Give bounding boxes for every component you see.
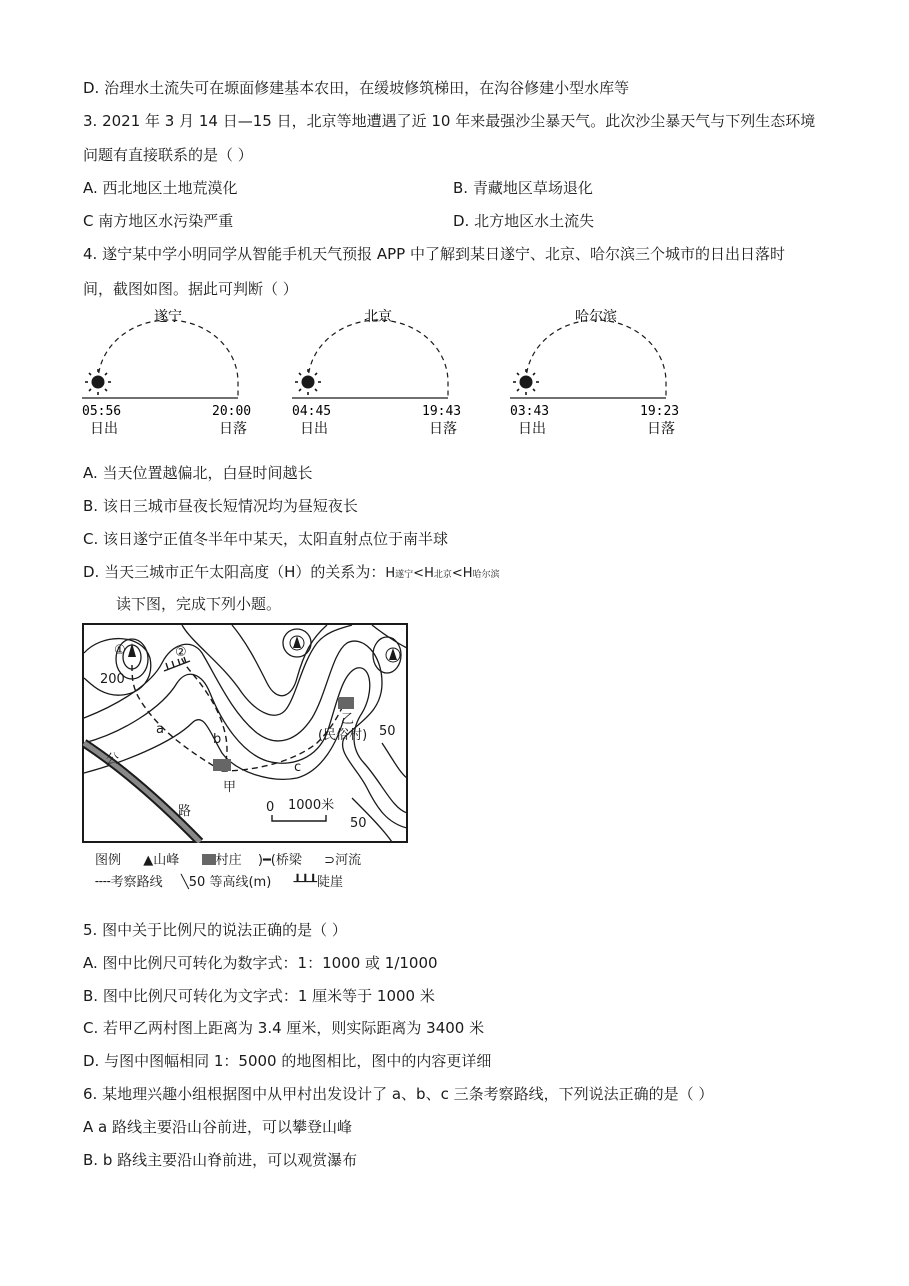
sunrise-label: 日出 [90,421,118,437]
city-panel-harbin [510,309,679,437]
route-b-label: b [213,732,222,747]
sunrise-label: 日出 [300,421,328,437]
village-jia-label: 甲 [223,780,237,795]
map-intro: 读下图，完成下列小题。 [116,595,282,613]
legend-cliff-label: 陡崖 [317,875,344,890]
legend-route-label: 考察路线 [110,875,163,890]
legend-river-icon: ⊃ [324,853,336,868]
q6-stem: 6. 某地理兴趣小组根据图中从甲村出发设计了 a、b、c 三条考察路线，下列说法正确的是（ ） [83,1085,714,1103]
q3-option-b: B. 青藏地区草场退化 [453,179,593,197]
legend-contour-icon: ╲ [180,875,189,890]
legend-contour-num: 50 [188,875,206,890]
legend-peak-label: 山峰 [153,853,180,868]
sun-icon [513,369,539,395]
q4-option-b: B. 该日三城市昼夜长短情况均为昼短夜长 [83,497,358,515]
city-name-beijing: 北京 [364,309,392,325]
contour-50-label-a: 50 [379,724,396,739]
q3-option-a: A. 西北地区土地荒漠化 [83,179,238,197]
q5-option-c: C. 若甲乙两村图上距离为 3.4 厘米，则实际距离为 3400 米 [83,1019,485,1037]
contour-50-label-b: 50 [350,816,367,831]
sun-icon [85,369,111,395]
q2-option-d: D. 治理水土流失可在塬面修建基本农田，在缓坡修筑梯田，在沟谷修建小型水库等 [83,79,630,97]
sun-icon [295,369,321,395]
peak-1-label: ① [114,643,126,658]
legend-contour-label: 等高线(m) [209,875,272,890]
road-label-2: 路 [178,804,192,819]
sun-path-arc [98,320,238,398]
q5-option-a: A. 图中比例尺可转化为数字式：1：1000 或 1/1000 [83,954,438,972]
city-panel-beijing [292,309,461,437]
route-a-label: a [156,722,164,737]
sunrise-time: 05:56 [82,404,122,419]
legend-village-label: 村庄 [215,853,242,868]
legend-bridge-label: 桥梁 [275,853,302,868]
city-name-suining: 遂宁 [154,309,182,325]
sunset-label: 日落 [647,421,675,437]
legend-peak-icon: ▲ [143,853,154,868]
sunset-label: 日落 [429,421,457,437]
peak-icon [386,648,400,662]
sunrise-time: 03:43 [510,404,550,419]
q4-option-d [83,562,500,585]
map-legend-row1 [95,849,361,868]
q4-option-a: A. 当天位置越偏北，白昼时间越长 [83,464,313,482]
legend-bridge-icon: )━( [257,853,276,868]
legend-title: 图例 [95,853,122,868]
village-yi-label: 乙 [341,712,355,727]
legend-village-icon [202,854,216,865]
q4-stem-line1: 4. 遂宁某中学小明同学从智能手机天气预报 APP 中了解到某日遂宁、北京、哈尔滨三个城市的日出日落时 [83,245,785,263]
legend-river-label: 河流 [335,853,362,868]
contour-200-label: 200 [100,672,125,687]
sun-path-arc [526,320,666,398]
peak-2-label: ② [175,645,187,660]
sunrise-time: 04:45 [292,404,332,419]
q6-option-a: A a 路线主要沿山谷前进，可以攀登山峰 [83,1118,352,1136]
formula-h-suining: H遂宁< [385,566,425,581]
road-label-1: 公 [106,752,120,767]
legend-route-icon: ╌╌ [95,875,111,890]
formula-h-harbin: H哈尔滨 [462,566,500,581]
legend-cliff-icon: ┸┸┸ [293,875,318,890]
q4-option-c: C. 该日遂宁正值冬半年中某天，太阳直射点位于南半球 [83,530,449,548]
topographic-map [82,623,408,843]
q3-stem-line2: 问题有直接联系的是（ ） [83,146,253,164]
sunset-time: 20:00 [212,404,252,419]
map-legend-row2 [95,871,343,890]
q3-option-d: D. 北方地区水土流失 [453,212,595,230]
q4-stem-line2: 间，截图如图。据此可判断（ ） [83,280,298,298]
formula-h-beijing: H北京< [424,566,463,581]
q5-option-b: B. 图中比例尺可转化为文字式：1 厘米等于 1000 米 [83,987,435,1005]
q4-option-d-prefix: D. 当天三城市正午太阳高度（H）的关系为： [83,563,386,581]
scale-distance-label: 1000米 [288,798,335,813]
sunset-time: 19:43 [422,404,462,419]
sun-path-arc [308,320,448,398]
city-panel-suining [82,309,251,437]
sunrise-label: 日出 [518,421,546,437]
sunrise-sunset-figure [76,302,696,442]
q5-option-d: D. 与图中图幅相同 1：5000 的地图相比，图中的内容更详细 [83,1052,492,1070]
village-jia-marker [213,759,231,771]
city-name-harbin: 哈尔滨 [575,309,617,325]
q3-stem-line1: 3. 2021 年 3 月 14 日—15 日，北京等地遭遇了近 10 年来最强沙尘暴天气。此次沙尘暴天气与下列生态环境 [83,112,816,130]
sunset-label: 日落 [219,421,247,437]
q6-option-b: B. b 路线主要沿山脊前进，可以观赏瀑布 [83,1151,358,1169]
village-yi-marker [338,697,354,709]
q5-stem: 5. 图中关于比例尺的说法正确的是（ ） [83,921,347,939]
route-c-label: c [294,760,302,775]
sunset-time: 19:23 [640,404,680,419]
village-yi-note: (民俗村) [318,728,368,743]
q3-option-c: C 南方地区水污染严重 [83,212,234,230]
scale-zero-label: 0 [266,800,275,815]
peak-icon [290,636,304,650]
